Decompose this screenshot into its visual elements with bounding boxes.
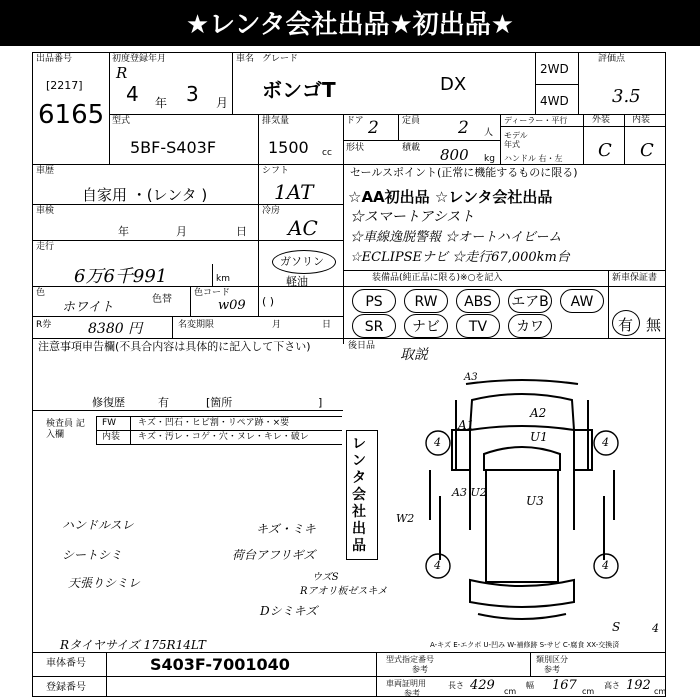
equipment-row1-3: エアB (508, 289, 552, 313)
diagram-4c: 4 (434, 559, 441, 572)
capacity-value: 2 (458, 118, 469, 138)
displacement-value: 1500 (268, 138, 309, 157)
note-gate: Rアオリ板ゼスキメ (300, 586, 388, 597)
note-scratch: キズ・ミキ (256, 522, 316, 536)
repair-location-close: ] (318, 396, 323, 409)
doors-value: 2 (368, 118, 379, 138)
sales-line3: ☆車線逸脱警報 ☆オートハイビーム (350, 230, 562, 245)
model-label: 型式 (112, 116, 131, 126)
registration-era: R (116, 64, 128, 82)
diagram-4e: 4 (652, 622, 659, 635)
mileage-label: 走行 (36, 242, 55, 252)
remarks-value: 取説 (400, 347, 428, 363)
drive-2wd: 2WD (540, 62, 569, 76)
sales-line2: ☆スマートアシスト (350, 209, 475, 225)
car-grade: DX (440, 74, 467, 95)
displacement-unit: cc (322, 148, 332, 158)
history-label: 車歴 (36, 166, 55, 176)
registration-year-unit: 年 (155, 96, 168, 110)
history-value: 自家用 ・(レンタ ) (82, 186, 208, 204)
chassis-value: S403F-7001040 (150, 655, 290, 674)
note-seat-stain: シートシミ (62, 548, 123, 562)
mileage-unit: km (216, 274, 230, 284)
load-unit: kg (484, 154, 495, 164)
equipment-title: 装備品(純正品に限る)※○を記入 (372, 273, 503, 283)
diagram-s: S (612, 620, 621, 634)
note-tire-size: Rタイヤサイズ 175R14LT (60, 638, 206, 652)
type-spec-ref: 参考 (412, 665, 428, 674)
height-unit: cm (654, 687, 667, 696)
fuel-gas: ガソリン (280, 255, 324, 268)
exterior-label: 外装 (592, 115, 611, 125)
note-d-stain: Dシミキズ (260, 604, 318, 618)
load-label: 積載 (402, 143, 421, 153)
cert-ref: 参考 (404, 689, 420, 698)
inspection-day: 日 (236, 225, 247, 238)
mileage-value: 6万6千991 (74, 266, 168, 287)
doors-label: ドア (346, 116, 364, 126)
capacity-unit: 人 (484, 128, 494, 138)
inspection-month: 月 (176, 225, 187, 238)
color-value: ホワイト (62, 300, 114, 315)
fuel-diesel: 軽油 (286, 275, 308, 288)
diagram-a2: A2 (530, 406, 547, 420)
lot-code: [2217] (46, 79, 83, 92)
inspector-fw: FW (102, 418, 117, 428)
inspector-row2: キズ・汚レ・コゲ・穴・ヌレ・キレ・破レ (138, 432, 309, 442)
rental-stamp-text: レンタ会社出品 (352, 436, 366, 554)
width-value: 167 (552, 678, 577, 693)
class-ref: 参考 (544, 665, 560, 674)
score-value: 3.5 (612, 86, 641, 107)
diagram-4d: 4 (602, 559, 609, 572)
handle-label: ハンドル 右・左 (504, 154, 563, 163)
equipment-row2-1: ナビ (404, 314, 448, 338)
ac-value: AC (288, 216, 318, 240)
car-name-label: 車名 (236, 54, 255, 64)
interior-value: C (640, 140, 654, 161)
damage-legend: A-キズ E-エクボ U-凹み W-補修跡 S-サビ C-腐食 XX-交換済 (430, 641, 620, 649)
diagram-4a: 4 (434, 436, 441, 449)
note-steering-wear: ハンドルスレ (62, 518, 134, 532)
fuel-paren: ( ) (262, 295, 275, 308)
width-unit: cm (582, 687, 595, 696)
registration-month-unit: 月 (216, 96, 229, 110)
equipment-row1-4: AW (560, 289, 604, 313)
lot-label: 出品番号 (36, 54, 73, 64)
displacement-label: 排気量 (262, 116, 290, 126)
remarks-label: 後日品 (348, 341, 376, 351)
cert-label: 車両証明用 (386, 679, 426, 688)
inspector-label: 検査員 記入欄 (46, 419, 85, 440)
color-change-label: 色替 (152, 294, 172, 305)
diagram-a1: A1 (458, 418, 475, 432)
load-value: 800 (440, 146, 469, 164)
model-value: 5BF-S403F (130, 138, 217, 157)
height-value: 192 (626, 678, 651, 693)
color-code-label: 色コード (194, 288, 231, 298)
recycle-value: 8380 円 (88, 321, 143, 337)
length-unit: cm (504, 687, 517, 696)
equipment-row1-1: RW (404, 289, 448, 313)
inspector-row1: キズ・凹石・ヒビ割・リペア跡・×要 (138, 418, 290, 428)
chassis-label: 車体番号 (46, 658, 86, 669)
registration-month: 3 (186, 82, 199, 106)
repair-have: 有 (158, 396, 169, 409)
capacity-label: 定員 (402, 116, 421, 126)
width-label: 幅 (526, 681, 534, 690)
equipment-row1-0: PS (352, 289, 396, 313)
drive-4wd: 4WD (540, 94, 569, 108)
exterior-value: C (598, 140, 612, 161)
sales-title: セールスポイント(正常に機能するものに限る) (350, 166, 578, 179)
car-name: ボンゴT (262, 78, 336, 102)
shift-label: シフト (262, 166, 290, 176)
inspection-label: 車検 (36, 206, 55, 216)
equipment-row2-2: TV (456, 314, 500, 338)
length-label: 長さ (448, 681, 464, 690)
sales-line4: ☆ECLIPSEナビ ☆走行67,000km台 (350, 250, 570, 265)
ac-label: 冷房 (262, 206, 281, 216)
warranty-label: 新車保証書 (612, 273, 658, 283)
repair-location: [箇所 (206, 396, 233, 409)
repair-label: 修復歴 (92, 396, 125, 409)
dealer-label: ディーラー・平行 (504, 116, 568, 125)
diagram-a3-left: A3 U2 (452, 486, 487, 499)
shape-label: 形状 (346, 143, 365, 153)
name-change-day: 日 (322, 320, 332, 330)
sales-line1: ☆AA初出品 ☆レンタ会社出品 (348, 188, 553, 206)
registration-label: 初度登録年月 (112, 54, 167, 64)
warranty-yes: 有 (618, 316, 634, 334)
model-year-label: モデル 年式 (504, 131, 528, 149)
diagram-w2: W2 (396, 512, 415, 525)
height-label: 高さ (604, 681, 620, 690)
reg-number-label: 登録番号 (46, 682, 86, 693)
note-headliner: 天張りシミレ (68, 576, 141, 590)
shift-value: 1AT (274, 180, 314, 204)
notes-title: 注意事項申告欄(不具合内容は具体的に記入して下さい) (38, 340, 311, 353)
equipment-row2-0: SR (352, 314, 396, 338)
diagram-u1: U1 (530, 430, 548, 444)
warranty-no: 無 (646, 316, 662, 334)
banner-text: ★レンタ会社出品★初出品★ (185, 10, 515, 40)
car-grade-label: グレード (262, 54, 299, 64)
class-label: 類別区分 (536, 655, 568, 664)
recycle-label: R券 (36, 320, 52, 330)
diagram-4b: 4 (602, 436, 609, 449)
interior-label: 内装 (632, 115, 651, 125)
type-spec-label: 型式指定番号 (386, 655, 434, 664)
inspection-year: 年 (118, 225, 129, 238)
registration-year: 4 (126, 82, 139, 106)
diagram-u3: U3 (526, 494, 544, 508)
equipment-row1-2: ABS (456, 289, 500, 313)
note-cargo: 荷台アフリギズ (232, 548, 316, 562)
name-change-month: 月 (272, 320, 282, 330)
name-change-label: 名変期限 (178, 320, 215, 330)
diagram-a3-top: A3 (464, 372, 478, 383)
inspector-interior: 内装 (102, 432, 121, 442)
equipment-row2-3: カワ (508, 314, 552, 338)
color-code: w09 (218, 298, 246, 313)
length-value: 429 (470, 678, 495, 693)
color-label: 色 (36, 288, 46, 298)
note-s: ウズS (312, 572, 339, 583)
score-label: 評価点 (598, 54, 626, 64)
lot-number: 6165 (38, 100, 105, 130)
